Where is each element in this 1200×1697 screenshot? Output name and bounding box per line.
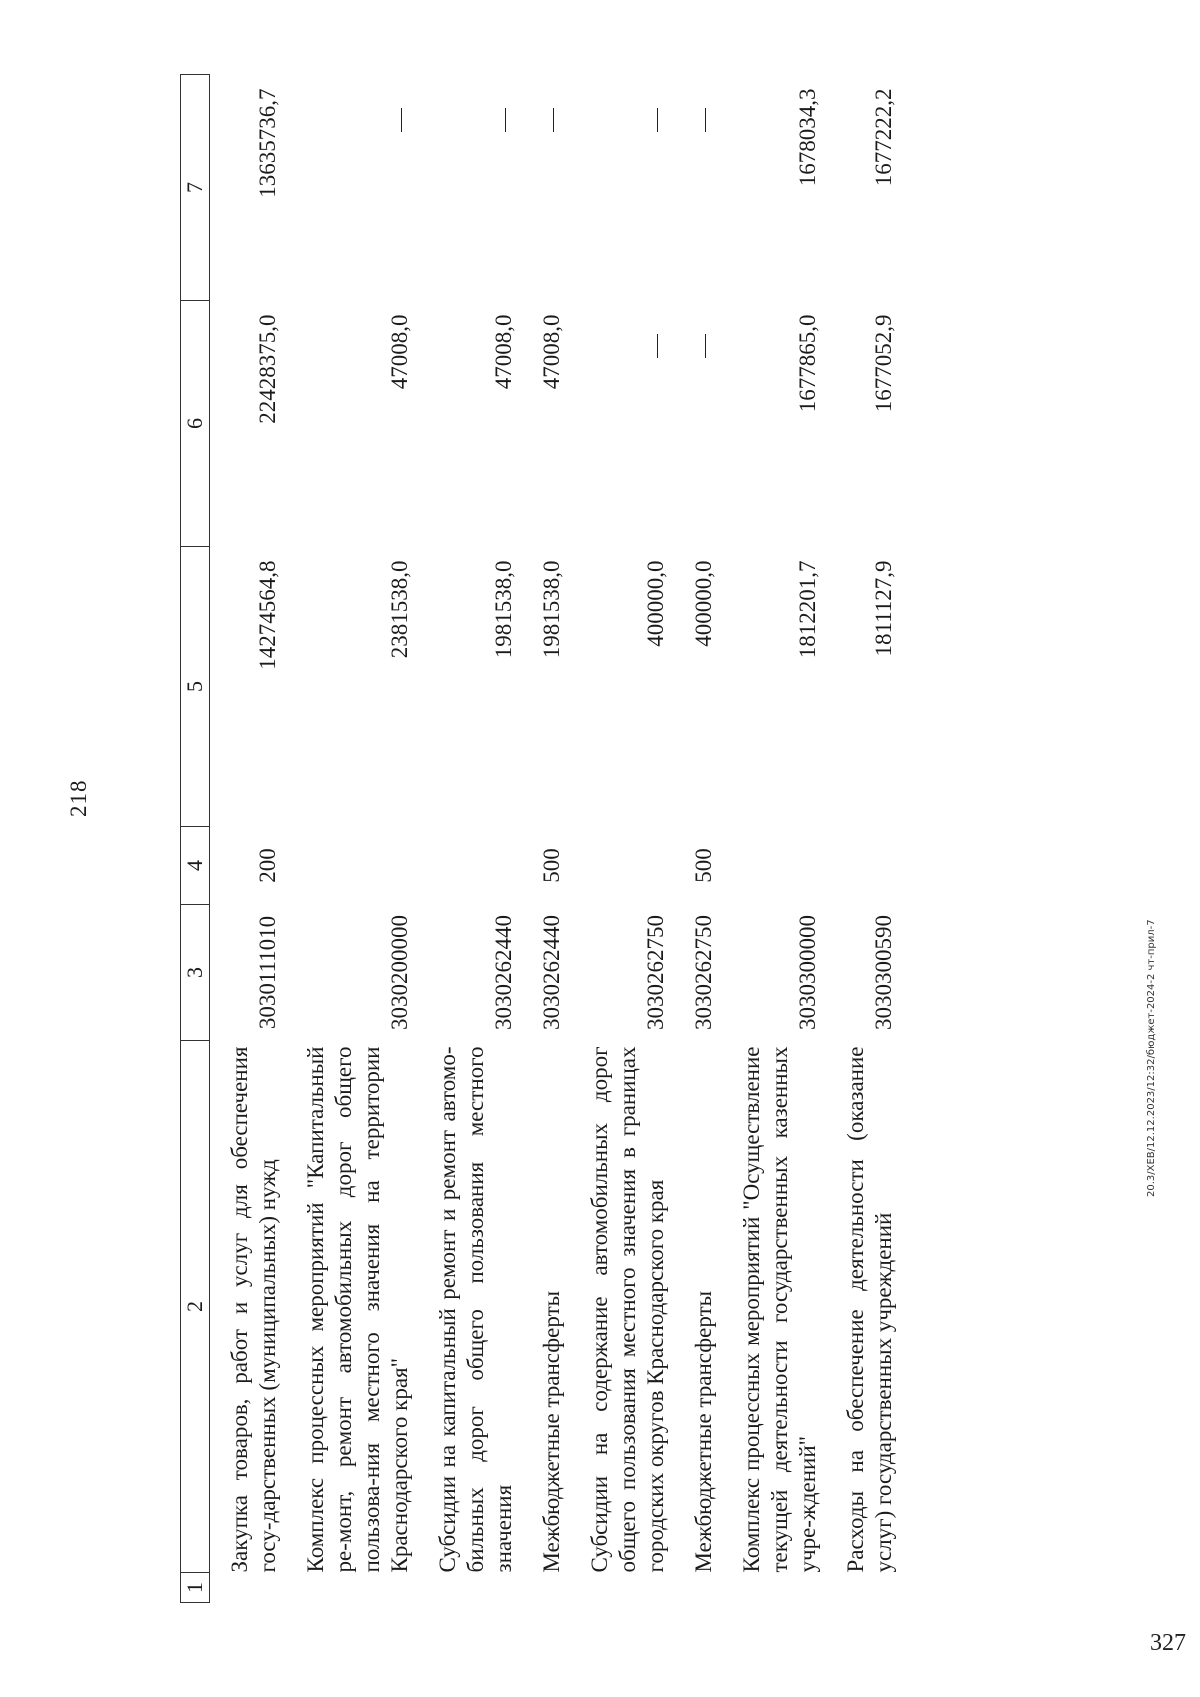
cell-c6	[674, 301, 722, 547]
table-row	[722, 75, 826, 1603]
cell-c4	[826, 827, 902, 905]
dash-mark	[657, 109, 658, 133]
cell-c4: 500	[539, 848, 564, 883]
cell-c7	[418, 75, 522, 301]
dash-mark	[401, 109, 402, 133]
cell-c2: Закупка товаров, работ и услуг для обеспечения госу-дарственных (муниципальных) нужд	[227, 1046, 280, 1573]
table-row	[674, 75, 722, 1603]
dash-mark	[553, 109, 554, 133]
cell-c2: Субсидии на капитальный ремонт и ремонт автомо-бильных дорог общего пользования местного значения	[435, 1046, 516, 1573]
cell-c6: 47008,0	[491, 314, 516, 390]
cell-c1	[722, 1573, 826, 1603]
cell-c1	[522, 1573, 570, 1603]
table-row	[286, 75, 418, 1603]
cell-c1	[570, 1573, 674, 1603]
cell-c3: 3030262440	[539, 915, 564, 1030]
footer-code: 20.3/ХЕВ/12.12.2023/12:32/бюджет-2024-2 чт-прил-7	[1146, 919, 1157, 1197]
cell-c4	[722, 827, 826, 905]
cell-c2: Комплекс процессных мероприятий "Капитальный ре-монт, ремонт автомобильных дорог общего пользова-ния местного значения на территории Краснодарского края"	[303, 1046, 412, 1573]
cell-c3: 3030200000	[387, 915, 412, 1030]
cell-c7: 1678034,3	[795, 88, 820, 187]
cell-c2: Субсидии на содержание автомобильных дорог общего пользования местного значения в границах городских округов Краснодарского края	[587, 1046, 668, 1573]
cell-c6: 1677052,9	[871, 314, 896, 413]
cell-c6: 1677865,0	[795, 314, 820, 413]
dash-mark	[705, 335, 706, 359]
table-row	[418, 75, 522, 1603]
page-number: 218	[66, 779, 91, 817]
cell-c3: 3030111010	[255, 915, 280, 1030]
col-header-6: 6	[181, 301, 210, 547]
dash-mark	[505, 109, 506, 133]
cell-c4	[570, 827, 674, 905]
cell-c3: 3030300000	[795, 915, 820, 1030]
cell-c7: 1677222,2	[871, 88, 896, 187]
cell-c5: 1812201,7	[795, 560, 820, 659]
cell-c1	[674, 1573, 722, 1603]
dash-mark	[705, 109, 706, 133]
dash-mark	[657, 335, 658, 359]
col-header-5: 5	[181, 547, 210, 827]
cell-c6	[570, 301, 674, 547]
table-row	[210, 75, 287, 1603]
cell-c4	[418, 827, 522, 905]
col-header-2: 2	[181, 1041, 210, 1573]
cell-c1	[826, 1573, 902, 1603]
cell-c1	[210, 1573, 287, 1603]
cell-c1	[286, 1573, 418, 1603]
cell-c2: Межбюджетные трансферты	[691, 1290, 716, 1573]
col-header-7: 7	[181, 75, 210, 301]
col-header-4: 4	[181, 827, 210, 905]
cell-c5: 400000,0	[691, 560, 716, 647]
budget-table	[180, 74, 902, 1603]
cell-c4: 500	[691, 848, 716, 883]
cell-c2: Расходы на обеспечение деятельности (оказание услуг) государственных учреждений	[843, 1046, 896, 1573]
cell-c3: 3030262750	[643, 915, 668, 1030]
cell-c1	[418, 1573, 522, 1603]
cell-c4	[286, 827, 418, 905]
cell-c5: 400000,0	[643, 560, 668, 647]
cell-c6: 22428375,0	[255, 314, 280, 424]
cell-c3: 3030262440	[491, 915, 516, 1030]
cell-c3: 3030300590	[871, 915, 896, 1030]
cell-c7: 13635736,7	[255, 88, 280, 198]
cell-c5: 1811127,9	[871, 560, 896, 657]
cell-c4: 200	[255, 848, 280, 883]
cell-c3: 3030262750	[691, 915, 716, 1030]
cell-c7	[570, 75, 674, 301]
table-row	[522, 75, 570, 1603]
cell-c7	[286, 75, 418, 301]
table-row	[826, 75, 902, 1603]
header-row	[181, 75, 210, 1603]
cell-c5: 1981538,0	[539, 560, 564, 659]
cell-c7	[674, 75, 722, 301]
col-header-1: 1	[181, 1573, 210, 1603]
cell-c2: Комплекс процессных мероприятий "Осуществление текущей деятельности государственных казенных учре-ждений"	[739, 1046, 820, 1573]
col-header-3: 3	[181, 905, 210, 1041]
cell-c7	[522, 75, 570, 301]
cell-c2: Межбюджетные трансферты	[539, 1290, 564, 1573]
cell-c5: 14274564,8	[255, 560, 280, 670]
cell-c5: 1981538,0	[491, 560, 516, 659]
sheet-number: 327	[1150, 1630, 1186, 1656]
cell-c6: 47008,0	[539, 314, 564, 390]
cell-c5: 2381538,0	[387, 560, 412, 659]
cell-c6: 47008,0	[387, 314, 412, 390]
table-row	[570, 75, 674, 1603]
